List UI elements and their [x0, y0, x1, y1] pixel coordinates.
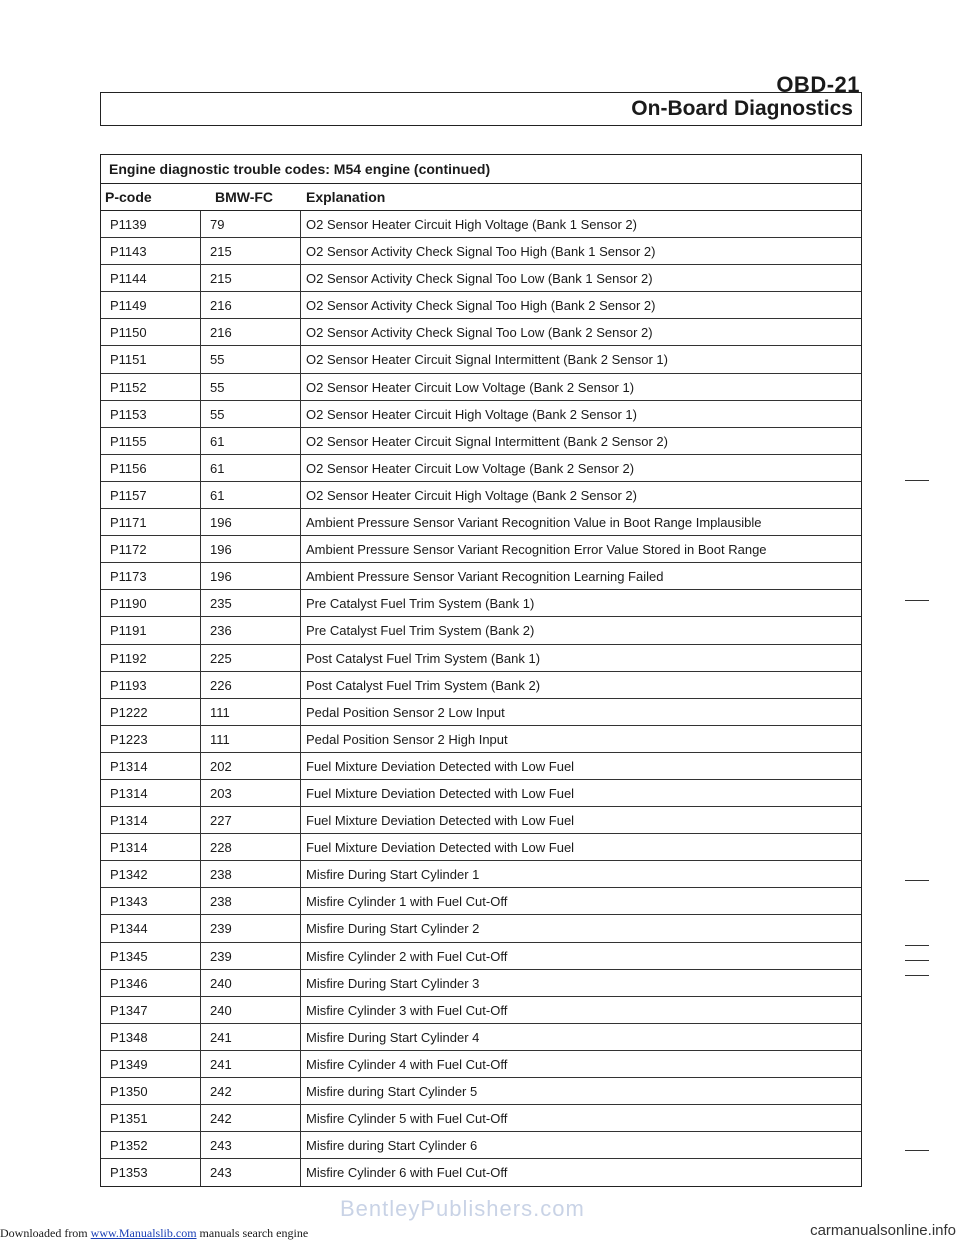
bmw-fc-cell: 215 [201, 265, 301, 291]
table-row [101, 482, 861, 509]
section-header-bar [100, 92, 862, 126]
site-footer-text: carmanualsonline.info [810, 1222, 956, 1239]
explanation-cell: Misfire Cylinder 6 with Fuel Cut-Off [306, 1165, 508, 1181]
footer-prefix: Downloaded from [0, 1226, 88, 1240]
table-row [101, 970, 861, 997]
explanation-cell: Post Catalyst Fuel Trim System (Bank 1) [306, 650, 541, 666]
bmw-fc-cell: 55 [201, 401, 301, 427]
p-code-cell: P1344 [101, 915, 201, 941]
bmw-fc-cell: 203 [201, 780, 301, 806]
header-bmw-fc: BMW-FC [215, 189, 274, 205]
p-code-cell: P1347 [101, 997, 201, 1023]
table-row [101, 1132, 861, 1159]
table-row [101, 428, 861, 455]
explanation-cell: O2 Sensor Heater Circuit Signal Intermittent (Bank 2 Sensor 2) [306, 433, 668, 449]
table-row [101, 1159, 861, 1186]
p-code-cell: P1144 [101, 265, 201, 291]
bmw-fc-cell: 240 [201, 997, 301, 1023]
p-code-cell: P1222 [101, 699, 201, 725]
p-code-cell: P1171 [101, 509, 201, 535]
p-code-cell: P1155 [101, 428, 201, 454]
footer-suffix: manuals search engine [199, 1226, 309, 1240]
p-code-cell: P1314 [101, 753, 201, 779]
table-row [101, 726, 861, 753]
explanation-cell: Misfire During Start Cylinder 3 [306, 975, 480, 991]
bmw-fc-cell: 243 [201, 1159, 301, 1186]
p-code-cell: P1343 [101, 888, 201, 914]
explanation-cell: Misfire During Start Cylinder 4 [306, 1029, 480, 1045]
bmw-fc-cell: 241 [201, 1051, 301, 1077]
page-number: OBD-21 [776, 72, 860, 97]
bmw-fc-cell: 236 [201, 617, 301, 643]
table-row [101, 780, 861, 807]
p-code-cell: P1143 [101, 238, 201, 264]
explanation-cell: Fuel Mixture Deviation Detected with Low Fuel [306, 758, 575, 774]
bmw-fc-cell: 61 [201, 482, 301, 508]
bmw-fc-cell: 55 [201, 374, 301, 400]
p-code-cell: P1349 [101, 1051, 201, 1077]
p-code-cell: P1173 [101, 563, 201, 589]
p-code-cell: P1152 [101, 374, 201, 400]
explanation-cell: Ambient Pressure Sensor Variant Recognition Learning Failed [306, 569, 664, 585]
bmw-fc-cell: 243 [201, 1132, 301, 1158]
explanation-cell: Misfire During Start Cylinder 1 [306, 867, 480, 883]
explanation-cell: O2 Sensor Activity Check Signal Too Low (Bank 1 Sensor 2) [306, 271, 653, 287]
p-code-cell: P1193 [101, 672, 201, 698]
explanation-cell: Misfire Cylinder 5 with Fuel Cut-Off [306, 1111, 508, 1127]
p-code-cell: P1139 [101, 211, 201, 237]
bmw-fc-cell: 196 [201, 509, 301, 535]
explanation-cell: Misfire Cylinder 2 with Fuel Cut-Off [306, 948, 508, 964]
p-code-cell: P1153 [101, 401, 201, 427]
bmw-fc-cell: 111 [201, 726, 301, 752]
explanation-cell: Misfire Cylinder 3 with Fuel Cut-Off [306, 1002, 508, 1018]
table-row [101, 265, 861, 292]
table-row [101, 563, 861, 590]
margin-marks [905, 470, 935, 1190]
p-code-cell: P1192 [101, 645, 201, 671]
bmw-fc-cell: 196 [201, 563, 301, 589]
table-row [101, 1051, 861, 1078]
explanation-cell: Pedal Position Sensor 2 Low Input [306, 704, 505, 720]
table-row [101, 1105, 861, 1132]
table-row [101, 672, 861, 699]
explanation-cell: Misfire Cylinder 4 with Fuel Cut-Off [306, 1056, 508, 1072]
explanation-cell: O2 Sensor Heater Circuit High Voltage (Bank 1 Sensor 2) [306, 217, 637, 232]
p-code-cell: P1342 [101, 861, 201, 887]
bmw-fc-cell: 228 [201, 834, 301, 860]
p-code-cell: P1151 [101, 346, 201, 372]
explanation-cell: Post Catalyst Fuel Trim System (Bank 2) [306, 677, 541, 693]
table-row [101, 888, 861, 915]
explanation-cell: Misfire during Start Cylinder 6 [306, 1138, 478, 1154]
p-code-cell: P1352 [101, 1132, 201, 1158]
explanation-cell: O2 Sensor Heater Circuit Low Voltage (Bank 2 Sensor 2) [306, 460, 635, 476]
explanation-cell: Fuel Mixture Deviation Detected with Low Fuel [306, 785, 575, 801]
p-code-cell: P1345 [101, 943, 201, 969]
p-code-cell: P1348 [101, 1024, 201, 1050]
bmw-fc-cell: 79 [201, 211, 301, 237]
p-code-cell: P1314 [101, 780, 201, 806]
p-code-cell: P1346 [101, 970, 201, 996]
table-row [101, 211, 861, 238]
table-row [101, 346, 861, 373]
bmw-fc-cell: 215 [201, 238, 301, 264]
explanation-cell: Misfire During Start Cylinder 2 [306, 921, 480, 937]
p-code-cell: P1157 [101, 482, 201, 508]
p-code-cell: P1149 [101, 292, 201, 318]
header-p-code: P-code [105, 189, 152, 205]
dtc-table [100, 154, 862, 1187]
p-code-cell: P1223 [101, 726, 201, 752]
table-row [101, 319, 861, 346]
p-code-cell: P1150 [101, 319, 201, 345]
explanation-cell: O2 Sensor Activity Check Signal Too High (Bank 1 Sensor 2) [306, 244, 656, 260]
p-code-cell: P1172 [101, 536, 201, 562]
table-row [101, 943, 861, 970]
table-row [101, 645, 861, 672]
table-row [101, 374, 861, 401]
explanation-cell: Ambient Pressure Sensor Variant Recognition Value in Boot Range Implausible [306, 515, 762, 531]
table-row [101, 536, 861, 563]
table-row [101, 915, 861, 942]
bmw-fc-cell: 111 [201, 699, 301, 725]
explanation-cell: Pre Catalyst Fuel Trim System (Bank 1) [306, 596, 535, 612]
bmw-fc-cell: 216 [201, 292, 301, 318]
table-row [101, 590, 861, 617]
table-row [101, 509, 861, 536]
bmw-fc-cell: 239 [201, 943, 301, 969]
explanation-cell: Pedal Position Sensor 2 High Input [306, 731, 508, 747]
explanation-cell: Fuel Mixture Deviation Detected with Low Fuel [306, 840, 575, 856]
table-row [101, 455, 861, 482]
bmw-fc-cell: 226 [201, 672, 301, 698]
bmw-fc-cell: 238 [201, 888, 301, 914]
p-code-cell: P1190 [101, 590, 201, 616]
explanation-cell: Ambient Pressure Sensor Variant Recognition Error Value Stored in Boot Range [306, 542, 767, 558]
section-title: On-Board Diagnostics [631, 97, 853, 120]
bmw-fc-cell: 61 [201, 428, 301, 454]
explanation-cell: Misfire Cylinder 1 with Fuel Cut-Off [306, 894, 508, 910]
table-header-row [101, 184, 861, 211]
p-code-cell: P1314 [101, 807, 201, 833]
bmw-fc-cell: 216 [201, 319, 301, 345]
table-row [101, 617, 861, 644]
publisher-watermark: BentleyPublishers.com [340, 1196, 585, 1221]
p-code-cell: P1353 [101, 1159, 201, 1186]
table-row [101, 292, 861, 319]
explanation-cell: O2 Sensor Heater Circuit High Voltage (Bank 2 Sensor 2) [306, 487, 637, 503]
table-row [101, 997, 861, 1024]
table-row [101, 807, 861, 834]
bmw-fc-cell: 239 [201, 915, 301, 941]
bmw-fc-cell: 225 [201, 645, 301, 671]
bmw-fc-cell: 235 [201, 590, 301, 616]
bmw-fc-cell: 55 [201, 346, 301, 372]
table-row [101, 834, 861, 861]
bmw-fc-cell: 242 [201, 1078, 301, 1104]
explanation-cell: O2 Sensor Heater Circuit Signal Intermittent (Bank 2 Sensor 1) [306, 352, 668, 368]
table-caption: Engine diagnostic trouble codes: M54 engine (continued) [101, 155, 861, 184]
header-explanation: Explanation [306, 189, 386, 205]
explanation-cell: Fuel Mixture Deviation Detected with Low Fuel [306, 813, 575, 829]
manualslib-link[interactable]: www.Manualslib.com [90, 1226, 197, 1240]
bmw-fc-cell: 196 [201, 536, 301, 562]
explanation-cell: O2 Sensor Activity Check Signal Too High (Bank 2 Sensor 2) [306, 298, 656, 314]
bmw-fc-cell: 242 [201, 1105, 301, 1131]
bmw-fc-cell: 240 [201, 970, 301, 996]
table-body [101, 211, 861, 1186]
bmw-fc-cell: 241 [201, 1024, 301, 1050]
p-code-cell: P1156 [101, 455, 201, 481]
table-row [101, 753, 861, 780]
table-row [101, 861, 861, 888]
explanation-cell: O2 Sensor Heater Circuit Low Voltage (Bank 2 Sensor 1) [306, 379, 635, 395]
explanation-cell: O2 Sensor Heater Circuit High Voltage (Bank 2 Sensor 1) [306, 406, 637, 422]
p-code-cell: P1351 [101, 1105, 201, 1131]
table-row [101, 1078, 861, 1105]
table-row [101, 1024, 861, 1051]
table-row [101, 401, 861, 428]
bmw-fc-cell: 238 [201, 861, 301, 887]
p-code-cell: P1191 [101, 617, 201, 643]
download-footer [0, 1226, 308, 1241]
p-code-cell: P1350 [101, 1078, 201, 1104]
bmw-fc-cell: 227 [201, 807, 301, 833]
explanation-cell: O2 Sensor Activity Check Signal Too Low (Bank 2 Sensor 2) [306, 325, 653, 341]
bmw-fc-cell: 61 [201, 455, 301, 481]
bmw-fc-cell: 202 [201, 753, 301, 779]
table-row [101, 238, 861, 265]
p-code-cell: P1314 [101, 834, 201, 860]
explanation-cell: Pre Catalyst Fuel Trim System (Bank 2) [306, 623, 535, 639]
table-row [101, 699, 861, 726]
explanation-cell: Misfire during Start Cylinder 5 [306, 1084, 478, 1099]
